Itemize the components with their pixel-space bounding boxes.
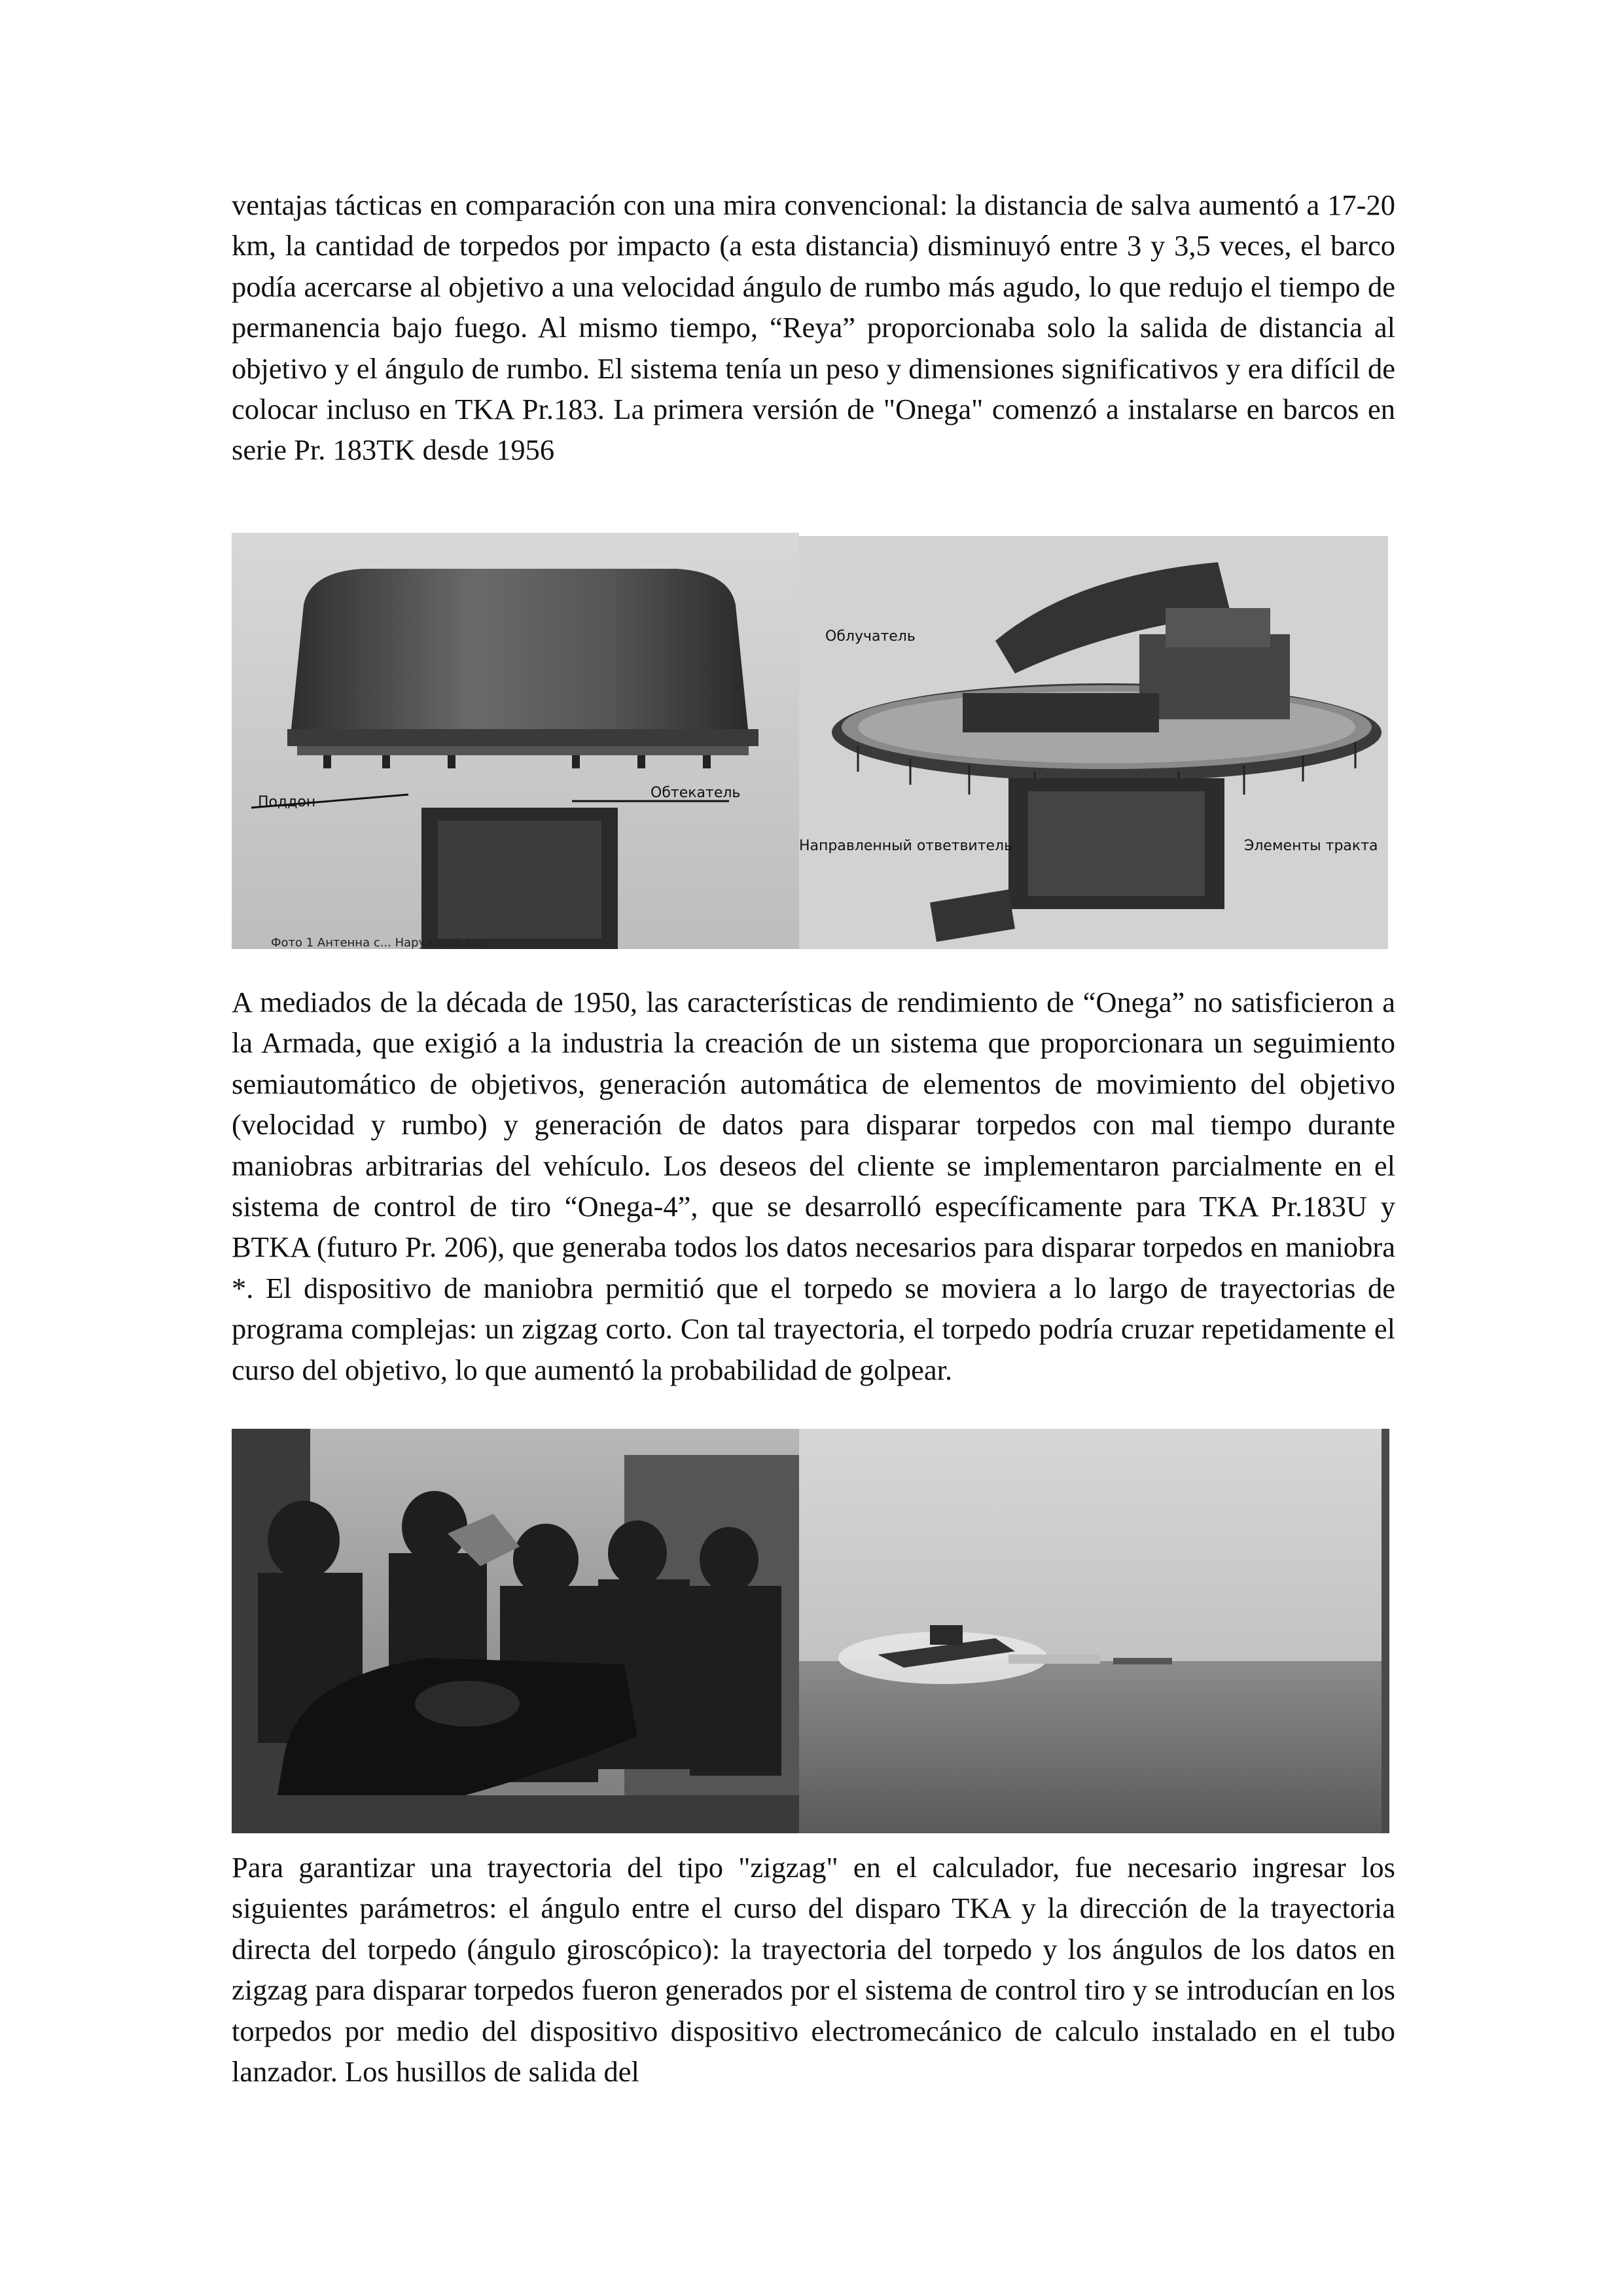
photo-torpedo-crew bbox=[232, 1429, 799, 1833]
paragraph-1: ventajas tácticas en comparación con una mira convencional: la distancia de salva aumentó a 17-20 km, la cantidad de torpedos por impacto (a esta distancia) disminuyó entre 3 y 3,5 veces, el barco podía acercarse al objetivo a una velocidad ángulo de rumbo más agudo, lo que redujo el tiempo de permanencia bajo fuego. Al mismo tiempo, “Reya” proporcionaba solo la salida de distancia al objetivo y el ángulo de rumbo. El sistema tenía un peso y dimensiones significativos y era difícil de colocar incluso en TKA Pr.183. La primera versión de "Onega" comenzó a instalarse en barcos en serie Pr. 183TK desde 1956 bbox=[232, 188, 1395, 467]
open-label-coupler: Направленный ответвитель bbox=[799, 838, 1013, 854]
radome-label-caption: Фото 1 Антенна с... Наружный вид bbox=[271, 936, 488, 949]
open-label-elements: Элементы тракта bbox=[1244, 838, 1378, 854]
paragraph-3: Para garantizar una trayectoria del tipo "zigzag" en el calculador, fue necesario ingresar los siguientes parámetros: el ángulo entre el curso del disparo TKA y la dirección de la trayectoria directa del torpedo (ángulo giroscópico): la trayectoria del torpedo y los ángulos de los datos en zigzag para disparar torpedos fueron generados por el sistema de control tiro y se introducían en los torpedos por medio del dispositivo dispositivo electromecánico de calculo instalado en el tubo lanzador. Los husillos de salida del bbox=[232, 1851, 1395, 2089]
radome-label-fairing: Обтекатель bbox=[651, 785, 741, 801]
radome-label-tray: Поддон bbox=[258, 794, 316, 810]
paragraph-2: A mediados de la década de 1950, las características de rendimiento de “Onega” no satisficieron a la Armada, que exigió a la industria la creación de un sistema que proporcionara un seguimiento semiautomático de objetivos, generación automática de elementos de movimiento del objetivo (velocidad y rumbo) y generación de datos para disparar torpedos con mal tiempo durante maniobras arbitrarias del vehículo. Los deseos del cliente se implementaron parcialmente en el sistema de control de tiro “Onega-4”, que se desarrolló específicamente para TKA Pr.183U y BTKA (futuro Pr. 206), que generaba todos los datos necesarios para disparar torpedos en maniobra *. El dispositivo de maniobra permitió que el torpedo se moviera a lo largo de trayectorias de programa complejas: un zigzag corto. Con tal trayectoria, el torpedo podría cruzar repetidamente el curso del objetivo, lo que aumentó la probabilidad de golpear. bbox=[232, 986, 1395, 1386]
photo-antenna-open bbox=[799, 536, 1388, 949]
photo-antenna-radome bbox=[232, 533, 799, 949]
photo-boat-at-sea bbox=[799, 1429, 1389, 1833]
open-label-feed: Облучатель bbox=[825, 628, 916, 645]
